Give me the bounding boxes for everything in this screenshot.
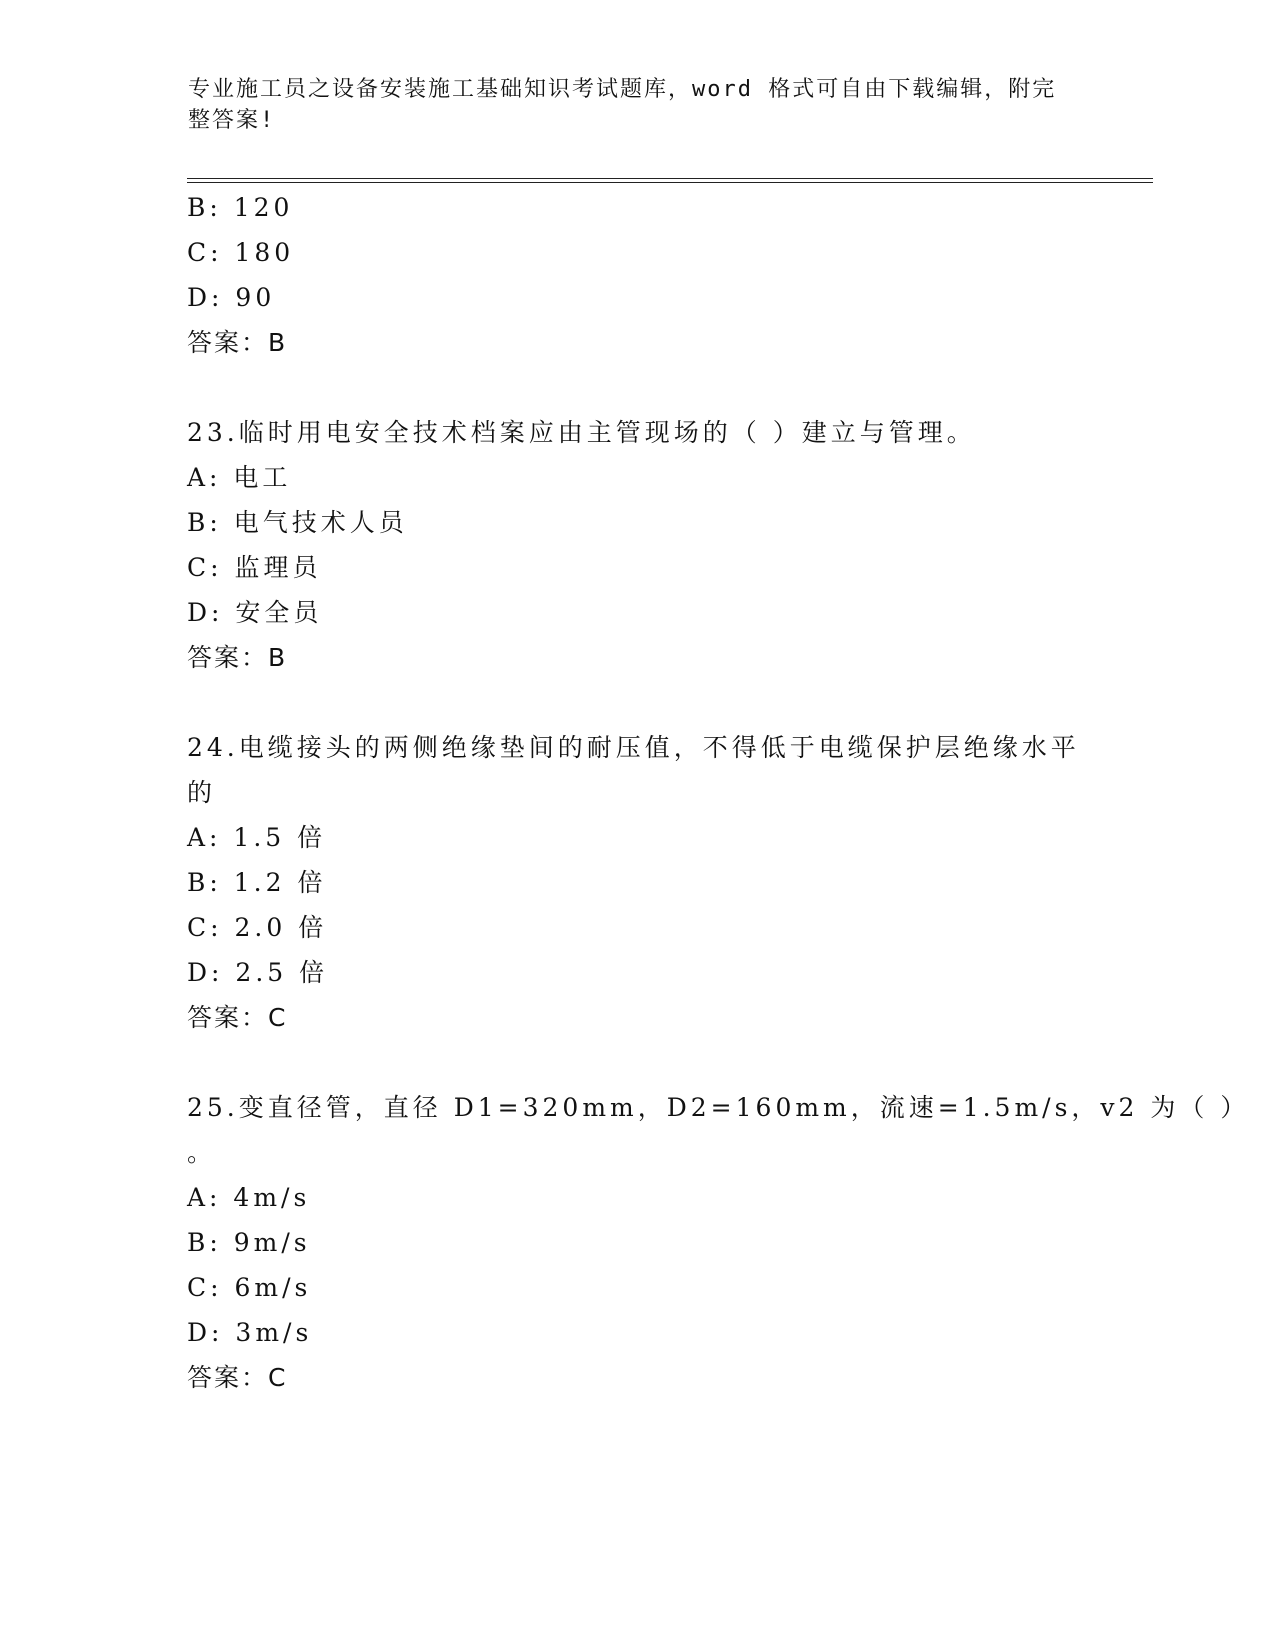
q23-stem: 23.临时用电安全技术档案应由主管现场的（ ）建立与管理。 (187, 418, 976, 447)
q24-answer: 答案：C (187, 1003, 288, 1032)
prev-option-d: D: 90 (187, 283, 276, 312)
q25-option-b: B: 9m/s (187, 1228, 311, 1257)
header-divider-top (187, 178, 1153, 179)
q25-option-d: D: 3m/s (187, 1318, 313, 1347)
q25-option-a: A: 4m/s (187, 1183, 311, 1212)
q23-option-d: D: 安全员 (187, 598, 323, 627)
prev-answer: 答案：B (187, 328, 288, 357)
q23-option-b: B: 电气技术人员 (187, 508, 408, 537)
q25-answer: 答案：C (187, 1363, 288, 1392)
prev-option-b: B: 120 (187, 193, 294, 222)
q23-option-c: C: 监理员 (187, 553, 322, 582)
q24-option-c: C: 2.0 倍 (187, 913, 328, 942)
prev-option-c: C: 180 (187, 238, 295, 267)
q24-option-a: A: 1.5 倍 (187, 823, 327, 852)
q24-stem-line2: 的 (187, 778, 217, 807)
header-divider-bottom (187, 182, 1153, 183)
q25-stem-line2: 。 (187, 1138, 217, 1167)
q24-stem-line1: 24.电缆接头的两侧绝缘垫间的耐压值，不得低于电缆保护层绝缘水平 (187, 733, 1080, 762)
q25-stem-line1: 25.变直径管，直径 D1=320mm，D2=160mm，流速=1.5m/s，v2 为（ ） (187, 1093, 1250, 1122)
q23-answer: 答案：B (187, 643, 288, 672)
q24-option-d: D: 2.5 倍 (187, 958, 329, 987)
document-header: 专业施工员之设备安装施工基础知识考试题库，word 格式可自由下载编辑，附完整答案! (188, 77, 1057, 133)
q23-option-a: A: 电工 (187, 463, 292, 492)
q25-option-c: C: 6m/s (187, 1273, 312, 1302)
q24-option-b: B: 1.2 倍 (187, 868, 327, 897)
